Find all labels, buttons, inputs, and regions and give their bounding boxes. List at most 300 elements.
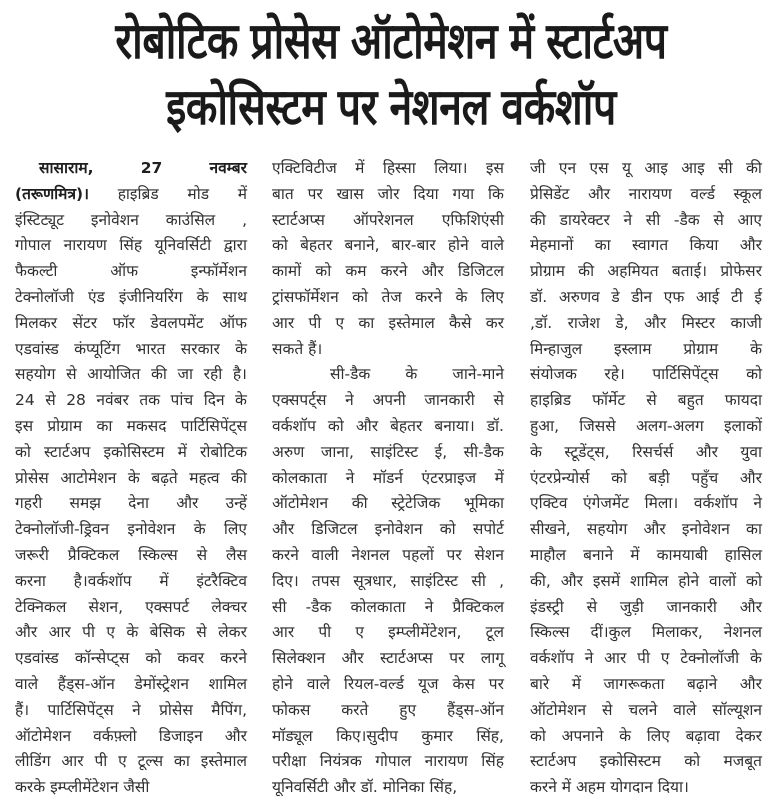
column-2-body (272, 156, 504, 801)
word: कोलकाता (272, 468, 328, 487)
word: रोबोटिक (200, 442, 247, 461)
word: राजेश (567, 313, 600, 332)
word: आर (272, 623, 295, 642)
word: यूनिवर्सिटी (154, 236, 212, 255)
word: ने (424, 597, 434, 616)
word: के (127, 468, 140, 487)
word: इंजीनियरिंग (118, 287, 183, 306)
word: ने (345, 468, 355, 487)
word: नेशनल (723, 623, 762, 642)
word: भारत (135, 339, 166, 358)
word: डॉ. (530, 287, 548, 306)
word: फैकल्टी (15, 262, 58, 281)
word: ए (106, 623, 115, 642)
body-line (15, 311, 247, 337)
body-line (272, 543, 504, 569)
word: और (695, 442, 718, 461)
word: से (45, 391, 56, 410)
word: डिजिटल (311, 520, 358, 539)
word: डेमोंस्ट्रेशन (134, 674, 189, 693)
word: को (15, 442, 31, 461)
word: देना (128, 494, 150, 513)
word: उन्हें (225, 494, 247, 513)
word: कैसे (449, 313, 472, 332)
word: फायदा (724, 391, 762, 410)
word: नारायण (424, 752, 468, 771)
body-line (530, 698, 762, 724)
word: सरकार (180, 339, 220, 358)
word: को (746, 571, 762, 590)
word: और (341, 649, 364, 668)
word: डे, (615, 313, 629, 332)
word: लिए (223, 520, 247, 539)
body-line: करके इम्प्लीमेंटेशन जैसी (15, 778, 150, 797)
body-line (15, 749, 247, 775)
word: यूज (417, 674, 439, 693)
word: और (421, 262, 444, 281)
word: टूल (485, 623, 504, 642)
word: आइ (644, 159, 668, 177)
word: प्रोग्राम (683, 339, 719, 358)
word: शामिल (630, 571, 669, 590)
body-text: हाइब्रिड मोड में (117, 184, 247, 203)
word: आर (272, 313, 295, 332)
word: एस (589, 159, 609, 177)
word: यू (621, 159, 631, 177)
word: ई, (434, 442, 448, 461)
word: पहुँच (691, 468, 719, 487)
word: प्रोसेस (159, 700, 193, 719)
word: मिलकर (15, 313, 58, 332)
word: होने (678, 571, 700, 590)
word: दिए। (272, 571, 299, 590)
word: मॉड्यूल (272, 726, 313, 745)
word: पार्टिसिपेंट्स (47, 700, 114, 719)
word: ए (660, 649, 670, 668)
word: आटोमेशन (60, 468, 117, 487)
word: और (560, 571, 583, 590)
word: स्टार्टअप (530, 752, 577, 771)
word: एक्टिविटीज (272, 159, 337, 177)
word: एंटरप्रेन्योर्स (530, 468, 590, 487)
word: का (173, 752, 190, 771)
word: सूत्रधार, (353, 571, 398, 590)
word: सेशन, (88, 597, 124, 616)
word: से (586, 597, 598, 616)
word: और (224, 726, 247, 745)
body-line (530, 311, 762, 337)
word: हैंड्स-ऑन (57, 674, 115, 693)
word: लागू (480, 649, 504, 668)
word: बात (272, 184, 294, 203)
word: नेशनल (351, 545, 390, 564)
word: को (327, 416, 344, 435)
word: सिंह (119, 236, 143, 255)
word: दिया (413, 184, 439, 203)
word: आइ (681, 159, 705, 177)
word: और (176, 494, 199, 513)
word: इंडस्ट्री (530, 597, 564, 616)
word: स्टार्टअप (44, 442, 91, 461)
word: लेकर (218, 623, 247, 642)
headline (0, 8, 782, 140)
word: के (405, 365, 418, 384)
word: एफ (663, 287, 685, 306)
word: ने (345, 391, 354, 410)
column-1-body (15, 208, 247, 801)
word: भूमिका (463, 494, 504, 513)
body-line (272, 749, 504, 775)
article-column-3 (530, 156, 762, 801)
word: और (739, 674, 762, 693)
word: इम्प्लीमेंटेशन, (388, 623, 462, 642)
body-line (272, 698, 504, 724)
word: और (272, 520, 295, 539)
word: वर्कफ़्लो (93, 726, 137, 745)
body-line (272, 233, 504, 259)
word: अलग-अलग (635, 416, 704, 435)
word: सिंह (481, 752, 504, 771)
word: डिजाइन (158, 726, 203, 745)
body-line (15, 259, 247, 285)
word: का (746, 520, 762, 539)
word: कामों (272, 262, 302, 281)
word: आई (695, 287, 720, 306)
word: से (493, 391, 504, 410)
word: ने (584, 649, 594, 668)
word: बताई। (671, 262, 708, 281)
dateline (15, 156, 247, 182)
word: गया (452, 184, 475, 203)
word: में (571, 674, 581, 693)
word: वर्कशॉप (530, 649, 574, 668)
body-line (530, 595, 762, 621)
word: इस (485, 159, 504, 177)
word: होने (447, 236, 469, 255)
word: पहलों (402, 545, 434, 564)
word: के (750, 649, 762, 668)
dateline-place: सासाराम, (39, 159, 94, 177)
word: हासिल (724, 545, 762, 564)
word: मिन्हाजुल (530, 339, 583, 358)
word: बनाया। (434, 416, 475, 435)
word: को (145, 649, 162, 668)
word: प्रेसिडेंट (530, 184, 570, 203)
word: बारे (530, 674, 550, 693)
word: तेज (381, 287, 402, 306)
word: परीक्षा (272, 752, 307, 771)
word: ए (118, 752, 127, 771)
word: माहौल (530, 545, 567, 564)
word: हुआ, (530, 416, 559, 435)
word: सपोर्ट (472, 520, 504, 539)
word: एक्टिव (530, 494, 568, 513)
word: स्टार्टअप्स (272, 210, 325, 229)
word: मिस्टर (681, 313, 716, 332)
column-3-body (530, 156, 762, 801)
word: लिया। (434, 159, 468, 177)
body-line (15, 698, 247, 724)
word: प्रैक्टिकल (67, 545, 120, 564)
body-line (530, 491, 762, 517)
body-line (530, 672, 762, 698)
word: फॉर (112, 313, 135, 332)
dateline-source: (तरूणमित्र)। (15, 184, 89, 203)
word: चलने (628, 700, 658, 719)
word: सी (272, 597, 287, 616)
word: कर (485, 313, 504, 332)
word: फॉर्मेट (592, 391, 626, 410)
word: हुए (399, 700, 417, 719)
word: इनोवेशन (681, 520, 730, 539)
word: स्किल्स (138, 545, 178, 564)
word: ट्रांसफॉर्मेशन (272, 287, 339, 306)
word: एन (558, 159, 577, 177)
word: साइंटिस्ट (370, 442, 419, 461)
body-line (530, 543, 762, 569)
word: को (530, 726, 546, 745)
word: इन्फॉर्मेशन (190, 262, 247, 281)
word: को (684, 752, 701, 771)
word: की (746, 159, 762, 177)
word: ने (132, 700, 141, 719)
body-line (15, 414, 247, 440)
word: और (739, 236, 762, 255)
word: साइंटिस्ट (410, 571, 459, 590)
word: में (177, 442, 187, 461)
body-line (15, 543, 247, 569)
word: -डैक (305, 597, 332, 616)
word: करने (380, 262, 408, 281)
word: जागरूकता (603, 674, 665, 693)
body-line (272, 362, 504, 388)
word: सी-डैक (330, 365, 371, 384)
word: प्रोसेस (15, 468, 49, 487)
body-line (15, 595, 247, 621)
word: से (196, 545, 208, 564)
word: से (66, 365, 77, 384)
word: आर (604, 649, 627, 668)
word: जरूरी (15, 545, 49, 564)
word: एडवांस्ड (15, 649, 59, 668)
word: वाले (480, 236, 504, 255)
word: की (150, 365, 167, 384)
word: खास (336, 184, 364, 203)
word: हैंड्स-ऑन (446, 700, 504, 719)
word: वाले (673, 700, 697, 719)
body-line (15, 491, 247, 517)
word: कुमार (421, 726, 453, 745)
word: हैं। (15, 700, 30, 719)
word: करते (341, 700, 369, 719)
word: करने (220, 649, 247, 668)
word: को (746, 365, 762, 384)
word: बार-बार (391, 236, 436, 255)
word: की (231, 468, 247, 487)
word: साथ (222, 287, 247, 306)
word: आर (61, 752, 84, 771)
word: मकसद (126, 416, 167, 435)
word: पी (637, 649, 650, 668)
word: काउंसिल (165, 210, 216, 229)
body-line (530, 620, 762, 646)
body-line (272, 646, 504, 672)
word: द्वारा (223, 236, 247, 255)
body-line (15, 208, 247, 234)
body-line: करने में अहम योगदान दिया। (530, 778, 689, 797)
body-line (15, 182, 247, 208)
word: बढ़ते (151, 468, 178, 487)
word: जी (530, 159, 546, 177)
word: इसमें (592, 571, 621, 590)
word: जाना, (320, 442, 354, 461)
word: ऑटोमेशन (272, 494, 329, 513)
body-line (530, 749, 762, 775)
word: में (355, 159, 365, 177)
word: में (494, 468, 504, 487)
word: डायरेक्टर (559, 210, 610, 229)
word: के (530, 442, 542, 461)
word: बेहतर (390, 416, 423, 435)
word: युवा (740, 442, 762, 461)
word: वर्कशॉप (272, 416, 316, 435)
body-line (15, 646, 247, 672)
word: रहे। (604, 365, 625, 384)
word: पर (488, 674, 504, 693)
word: केस (452, 674, 475, 693)
word: बनाने, (344, 236, 380, 255)
word: सी-डैक (463, 442, 504, 461)
word: कोलकाता (350, 597, 406, 616)
word: जानकारी (666, 597, 717, 616)
word: को (439, 520, 456, 539)
body-line (530, 362, 762, 388)
word: जाने-माने (452, 365, 504, 384)
word: जा (177, 365, 194, 384)
word: एक्सपर्ट्स (272, 391, 327, 410)
word: काजी (730, 313, 762, 332)
word: नवंबर (96, 391, 129, 410)
body-line (272, 311, 504, 337)
body-line (272, 569, 504, 595)
word: स्कूल (733, 184, 762, 203)
word: के (193, 520, 206, 539)
body-line (15, 672, 247, 698)
word: इस्तेमाल (388, 313, 435, 332)
word: अपनी (372, 391, 406, 410)
word: रिसर्चर्स (632, 442, 674, 461)
word: आर (48, 623, 71, 642)
word: लिए (480, 287, 504, 306)
word: बढ़ाने (687, 674, 718, 693)
word: प्रोग्राम (530, 262, 565, 281)
word: होने (272, 674, 293, 693)
body-line (272, 156, 504, 182)
body-line (530, 156, 762, 182)
word: का (96, 416, 113, 435)
word: डेवलपमेंट (150, 313, 204, 332)
body-line (272, 388, 504, 414)
body-line (15, 517, 247, 543)
word: ए (355, 623, 364, 642)
word: करने (272, 545, 299, 564)
word: की (578, 262, 595, 281)
word: जिससे (579, 416, 616, 435)
word: और (15, 623, 38, 642)
word: इंस्टिट्यूट (15, 210, 65, 229)
word: को (611, 468, 628, 487)
word: और (643, 520, 666, 539)
body-line (272, 620, 504, 646)
word: और (739, 468, 762, 487)
word: मिला। (644, 494, 679, 513)
body-line: सकते हैं। (272, 339, 323, 358)
word: और (587, 184, 611, 203)
body-line (530, 724, 762, 750)
word: के (126, 623, 139, 642)
word: स्किल्स (530, 623, 570, 642)
word: अहमियत (607, 262, 659, 281)
word: देकर (735, 726, 762, 745)
word: पी (94, 752, 108, 771)
word: कि (488, 184, 504, 203)
word: से (602, 700, 613, 719)
body-line (15, 362, 247, 388)
body-line (15, 233, 247, 259)
word: ,डॉ. (530, 313, 553, 332)
word: गोपाल (15, 236, 52, 255)
body-line (272, 440, 504, 466)
body-line (272, 182, 504, 208)
body-line (530, 337, 762, 363)
word: कामयाबी (656, 545, 708, 564)
word: ऑफ (219, 313, 247, 332)
body-line (530, 569, 762, 595)
word: बढ़ावा (685, 726, 720, 745)
word: ऑपरेशनल (353, 210, 414, 229)
word: पर (307, 184, 323, 203)
word: के (235, 391, 247, 410)
word: लीडिंग (15, 752, 51, 771)
body-line (530, 259, 762, 285)
headline-line-2: इकोसिस्टम पर नेशनल वर्कशॉप (166, 78, 616, 136)
word: मजबूत (723, 752, 762, 771)
word: वर्कशॉप (693, 494, 738, 513)
word: मेहमानों (530, 236, 574, 255)
word: डीन (631, 287, 653, 306)
word: स्टार्टअप्स (380, 649, 433, 668)
word: अपनाने (561, 726, 604, 745)
word: आयोजित (87, 365, 141, 384)
word: इनोवेशन (90, 210, 139, 229)
word: बनाने (583, 545, 614, 564)
word: रही (203, 365, 223, 384)
body-line (15, 569, 247, 595)
word: करना (15, 571, 46, 590)
word: 24 (15, 391, 35, 410)
word: हिस्सा (382, 159, 416, 177)
word: सॉल्यूशन (712, 700, 762, 719)
body-line (530, 646, 762, 672)
word: पी (82, 623, 95, 642)
word: ने (623, 210, 633, 229)
word: के (455, 287, 468, 306)
word: ई (754, 287, 762, 306)
word: ऑटोमेशन (15, 726, 72, 745)
word: शामिल (208, 674, 247, 693)
word: नारायण (628, 184, 672, 203)
word: सिंह, (476, 726, 504, 745)
